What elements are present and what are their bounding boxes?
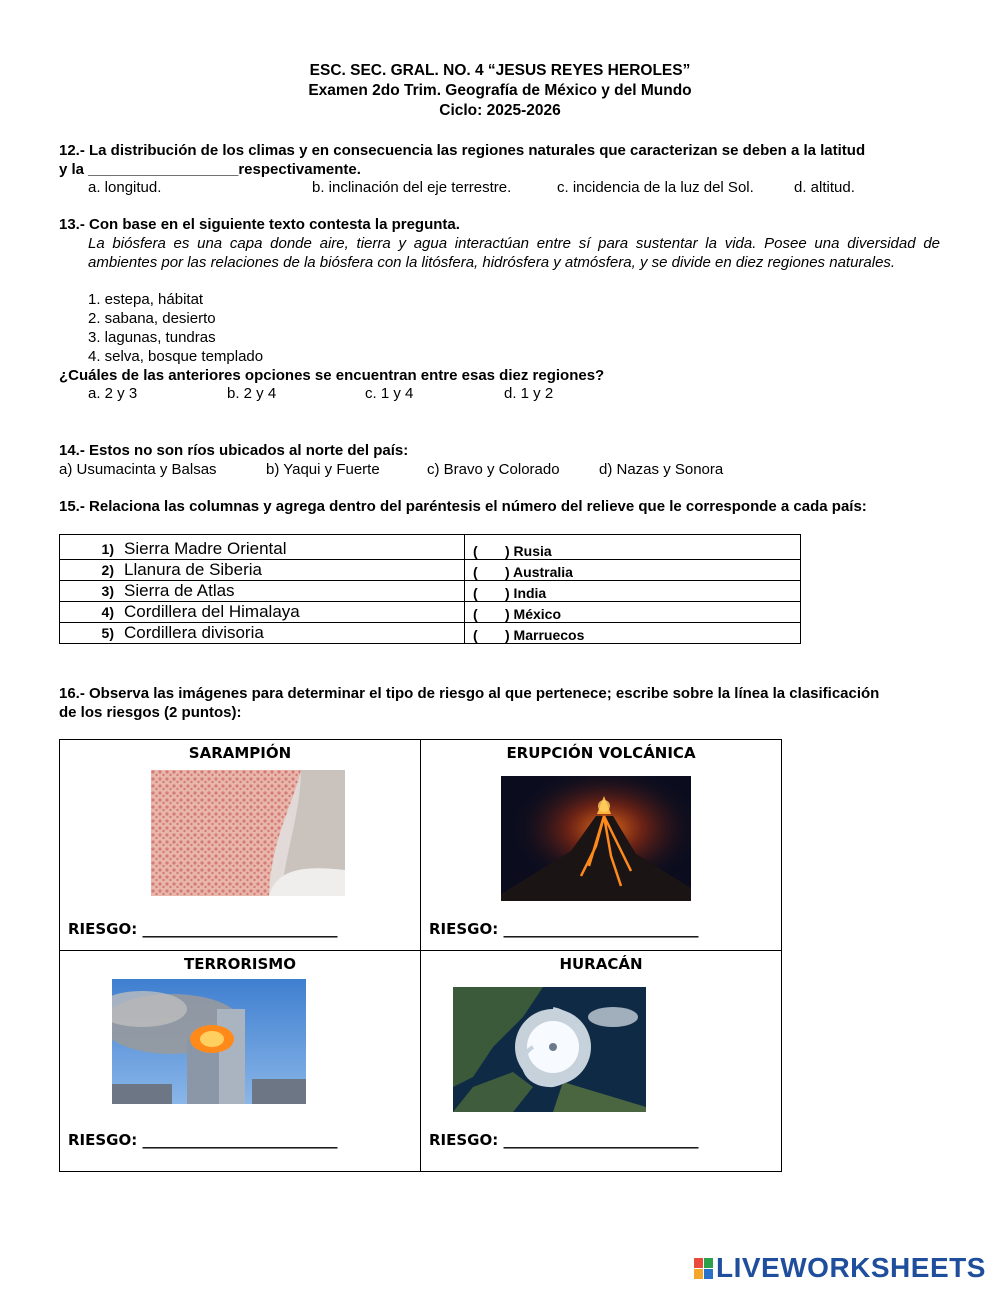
risk-cell-terrorism bbox=[60, 951, 420, 1161]
relief-name: Cordillera del Himalaya bbox=[124, 602, 300, 621]
table-row bbox=[60, 560, 801, 581]
answer-paren[interactable]: ( bbox=[473, 585, 478, 601]
risk-answer-line[interactable]: RIESGO: __________________________ bbox=[68, 920, 338, 938]
q13-text: La biósfera es una capa donde aire, tierra y agua interactúan entre sí para sustentar la vida. Posee una diversidad de ambientes por las relaciones de la biósfera con la litósfera, hidrósfera y atmósfera, y se divide en diez regiones naturales. bbox=[88, 235, 940, 271]
risk-cell-hurricane bbox=[421, 951, 781, 1161]
risk-answer-line[interactable]: RIESGO: __________________________ bbox=[429, 920, 699, 938]
table-row bbox=[60, 581, 801, 602]
relief-name: Sierra Madre Oriental bbox=[124, 539, 287, 558]
q13-option-d[interactable]: d. 1 y 2 bbox=[504, 385, 554, 402]
q12-line2: y la __________________respectivamente. bbox=[59, 161, 361, 178]
q14-option-a[interactable]: a) Usumacinta y Balsas bbox=[59, 461, 217, 478]
q15-question: 15.- Relaciona las columnas y agrega dentro del paréntesis el número del relieve que le corresponde a cada país: bbox=[59, 498, 867, 515]
answer-paren[interactable]: ( bbox=[473, 543, 478, 559]
relief-number: 4) bbox=[101, 604, 114, 620]
q12-option-a[interactable]: a. longitud. bbox=[88, 179, 162, 196]
table-row bbox=[60, 602, 801, 623]
q14-option-d[interactable]: d) Nazas y Sonora bbox=[599, 461, 724, 478]
q14-option-c[interactable]: c) Bravo y Colorado bbox=[427, 461, 560, 478]
volcano-image bbox=[501, 776, 691, 901]
q14-question: 14.- Estos no son ríos ubicados al norte del país: bbox=[59, 442, 409, 459]
q13-item-1: 1. estepa, hábitat bbox=[88, 291, 204, 308]
q13-item-2: 2. sabana, desierto bbox=[88, 310, 216, 327]
risk-cell-volcano bbox=[421, 740, 781, 950]
relief-match-table bbox=[59, 534, 801, 644]
risk-grid bbox=[59, 739, 782, 1172]
country-name: ) México bbox=[505, 606, 562, 622]
relief-name: Llanura de Siberia bbox=[124, 560, 262, 579]
liveworksheets-brand: LIVEWORKSHEETS bbox=[716, 1252, 986, 1283]
answer-paren[interactable]: ( bbox=[473, 606, 478, 622]
q12-option-d[interactable]: d. altitud. bbox=[794, 179, 855, 196]
school-title: ESC. SEC. GRAL. NO. 4 “JESUS REYES HEROLES” bbox=[309, 62, 691, 79]
relief-number: 5) bbox=[101, 625, 114, 641]
country-name: ) Rusia bbox=[505, 543, 552, 559]
terrorism-image bbox=[112, 979, 306, 1104]
relief-name: Sierra de Atlas bbox=[124, 581, 235, 600]
q16-line2: de los riesgos (2 puntos): bbox=[59, 704, 242, 721]
country-name: ) Marruecos bbox=[505, 627, 585, 643]
relief-name: Cordillera divisoria bbox=[124, 623, 264, 642]
answer-paren[interactable]: ( bbox=[473, 627, 478, 643]
relief-number: 3) bbox=[101, 583, 114, 599]
table-row bbox=[60, 535, 801, 560]
table-row bbox=[60, 623, 801, 644]
cell-title: SARAMPIÓN bbox=[188, 744, 292, 762]
exam-title: Examen 2do Trim. Geografía de México y del Mundo bbox=[308, 82, 692, 99]
risk-answer-line[interactable]: RIESGO: __________________________ bbox=[429, 1131, 699, 1149]
q13-option-c[interactable]: c. 1 y 4 bbox=[365, 385, 414, 402]
q13-option-a[interactable]: a. 2 y 3 bbox=[88, 385, 138, 402]
measles-image bbox=[151, 770, 345, 896]
risk-cell-measles bbox=[60, 740, 420, 950]
q14-option-b[interactable]: b) Yaqui y Fuerte bbox=[266, 461, 380, 478]
q12-line1: 12.- La distribución de los climas y en consecuencia las regiones naturales que caracterizan se deben a la latitud bbox=[59, 142, 866, 159]
q13-option-b[interactable]: b. 2 y 4 bbox=[227, 385, 277, 402]
cell-title: TERRORISMO bbox=[184, 955, 296, 973]
q12-option-c[interactable]: c. incidencia de la luz del Sol. bbox=[557, 179, 754, 196]
answer-paren[interactable]: ( bbox=[473, 564, 478, 580]
risk-answer-line[interactable]: RIESGO: __________________________ bbox=[68, 1131, 338, 1149]
country-name: ) India bbox=[505, 585, 547, 601]
country-name: ) Australia bbox=[505, 564, 573, 580]
q13-item-4: 4. selva, bosque templado bbox=[88, 348, 264, 365]
q12-option-b[interactable]: b. inclinación del eje terrestre. bbox=[312, 179, 512, 196]
q13-ask: ¿Cuáles de las anteriores opciones se encuentran entre esas diez regiones? bbox=[59, 367, 605, 384]
relief-number: 1) bbox=[101, 541, 114, 557]
relief-number: 2) bbox=[101, 562, 114, 578]
q16-line1: 16.- Observa las imágenes para determinar el tipo de riesgo al que pertenece; escribe sobre la línea la clasificación bbox=[59, 685, 880, 702]
q13-item-3: 3. lagunas, tundras bbox=[88, 329, 216, 346]
q13-question: 13.- Con base en el siguiente texto contesta la pregunta. bbox=[59, 216, 460, 233]
cell-title: HURACÁN bbox=[559, 955, 643, 973]
cell-title: ERUPCIÓN VOLCÁNICA bbox=[506, 744, 696, 762]
cycle-title: Ciclo: 2025-2026 bbox=[439, 102, 561, 119]
liveworksheets-logo-icon bbox=[694, 1258, 714, 1280]
hurricane-image bbox=[453, 987, 646, 1112]
